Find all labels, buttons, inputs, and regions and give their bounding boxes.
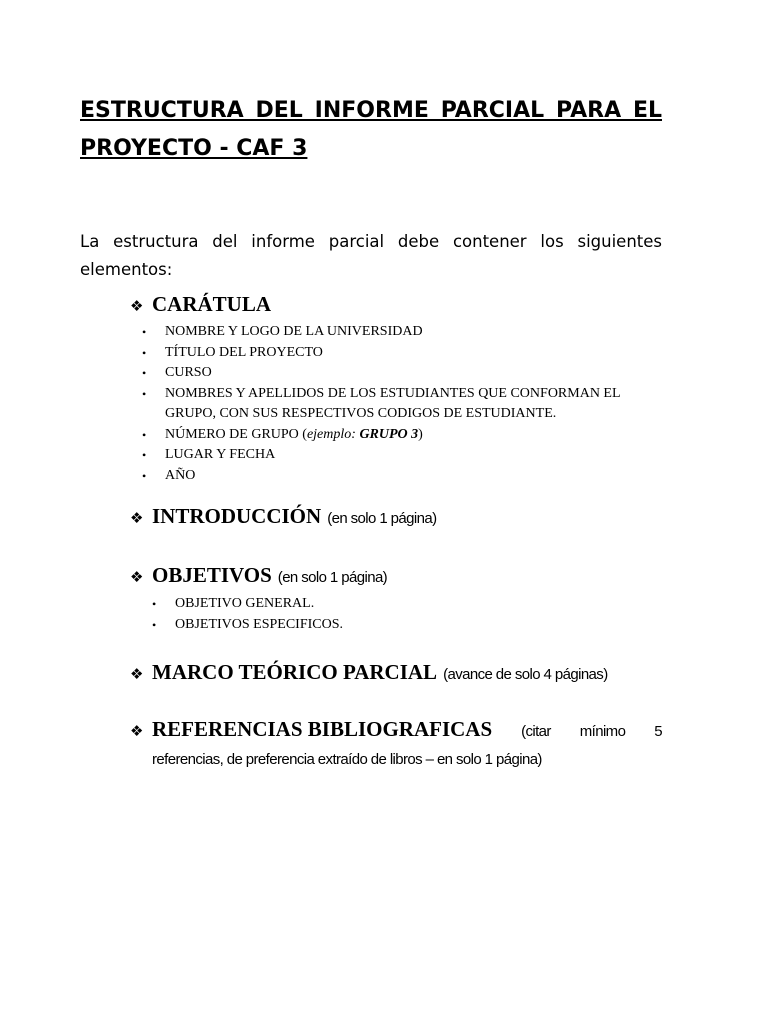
dot-bullet-icon: • <box>152 597 157 611</box>
list-item: • TÍTULO DEL PROYECTO <box>130 343 662 364</box>
heading-text: MARCO TEÓRICO PARCIAL <box>152 660 438 684</box>
example-label: ejemplo: <box>306 426 356 442</box>
section-caratula <box>130 290 662 486</box>
heading-text: INTRODUCCIÓN <box>152 504 322 528</box>
section-objetivos <box>130 561 662 635</box>
intro-paragraph: La estructura del informe parcial debe contener los siguientes elementos: <box>80 232 662 279</box>
list-item: • LUGAR Y FECHA <box>130 445 662 466</box>
diamond-bullet-icon: ❖ <box>130 509 144 527</box>
heading-text: REFERENCIAS BIBLIOGRAFICAS <box>152 717 493 741</box>
caratula-list <box>130 322 662 486</box>
heading-note-part2: mínimo <box>579 723 626 740</box>
heading-text: OBJETIVOS <box>152 563 272 587</box>
list-item: • NOMBRES Y APELLIDOS DE LOS ESTUDIANTES QUE CONFORMAN EL GRUPO, CON SUS RESPECTIVOS CODIGOS DE ESTUDIANTE. <box>142 385 621 421</box>
section-introduccion <box>130 502 662 533</box>
diamond-bullet-icon: ❖ <box>130 297 144 315</box>
heading-note-part1: (citar <box>521 723 551 740</box>
list-item: • NÚMERO DE GRUPO (ejemplo: GRUPO 3) <box>130 425 662 446</box>
diamond-bullet-icon: ❖ <box>130 568 144 586</box>
document-page <box>80 92 662 768</box>
diamond-bullet-icon: ❖ <box>130 665 144 683</box>
section-heading-referencias <box>130 715 662 746</box>
list-item: • AÑO <box>130 466 662 487</box>
list-item: • OBJETIVOS ESPECIFICOS. <box>140 615 662 636</box>
dot-bullet-icon: • <box>142 325 147 339</box>
objetivos-list <box>140 594 662 635</box>
list-item: • CURSO <box>130 363 662 384</box>
example-value: GRUPO 3 <box>359 426 419 442</box>
dot-bullet-icon: • <box>142 468 147 483</box>
list-item: • NOMBRE Y LOGO DE LA UNIVERSIDAD <box>130 322 662 343</box>
dot-bullet-icon: • <box>142 345 147 360</box>
dot-bullet-icon: • <box>142 427 147 442</box>
dot-bullet-icon: • <box>142 366 147 380</box>
heading-note: (en solo 1 página) <box>277 569 388 586</box>
heading-note: (en solo 1 página) <box>327 510 437 527</box>
document-title: ESTRUCTURA DEL INFORME PARCIAL PARA EL PROYECTO - CAF 3 <box>80 98 662 161</box>
referencias-note-line2: referencias, de preferencia extraído de libros – en solo 1 página) <box>152 751 542 768</box>
heading-note: (avance de solo 4 páginas) <box>443 666 608 683</box>
section-heading-objetivos <box>130 561 662 592</box>
section-referencias <box>130 715 662 774</box>
heading-note-part3: 5 <box>654 723 662 740</box>
diamond-bullet-icon: ❖ <box>130 722 144 740</box>
heading-text: CARÁTULA <box>152 292 272 316</box>
list-item: • OBJETIVO GENERAL. <box>140 594 662 615</box>
dot-bullet-icon: • <box>152 617 157 632</box>
section-heading-marco-teorico <box>130 658 662 689</box>
section-heading-introduccion <box>130 502 662 533</box>
dot-bullet-icon: • <box>142 448 147 462</box>
dot-bullet-icon: • <box>142 386 147 401</box>
section-marco-teorico <box>130 658 662 689</box>
section-heading-caratula <box>130 290 662 320</box>
